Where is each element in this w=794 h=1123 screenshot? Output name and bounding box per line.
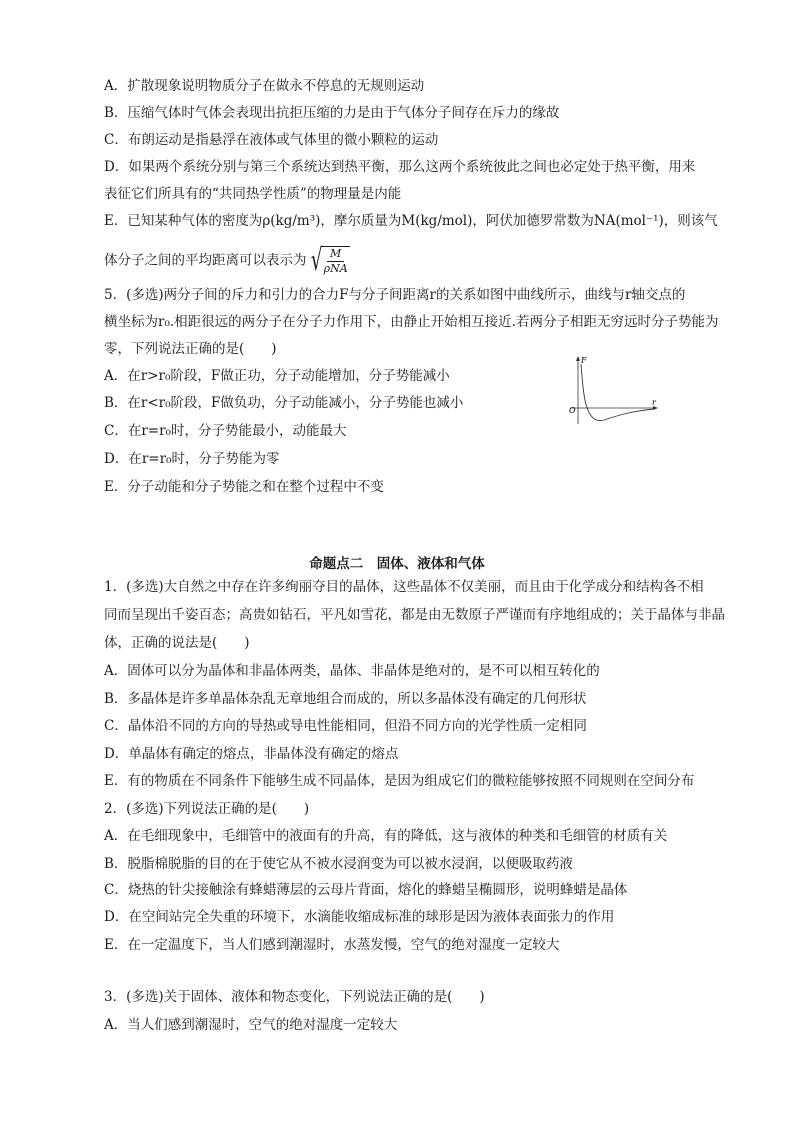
line-d-cont: 表征它们所具有的“共同热学性质”的物理量是内能 [104, 186, 402, 202]
fraction-numerator: M [327, 247, 344, 262]
line-c: C．布朗运动是指悬浮在液体或气体里的微小颗粒的运动 [104, 132, 439, 148]
q5-option-d: D．在r=r₀时，分子势能为零 [104, 451, 280, 467]
q5-stem-1: 5．(多选)两分子间的斥力和引力的合力F与分子间距离r的关系如图中曲线所示，曲线与r轴交点的 [104, 287, 686, 303]
line-e-cont [104, 243, 350, 278]
y-axis-label: F [581, 356, 587, 365]
q5-option-a: A．在r>r₀阶段，F做正功，分子动能增加，分子势能减小 [104, 368, 450, 384]
p1-stem-2: 同而呈现出千姿百态；高贵如钻石，平凡如雪花，都是由无数原子严谨而有序地组成的；关于晶体与非晶 [104, 607, 725, 623]
p1-stem-3: 体，正确的说法是( ) [104, 635, 250, 651]
line-e: E．已知某种气体的密度为ρ(kg/m³)，摩尔质量为M(kg/mol)，阿伏加德罗常数为NA(mol⁻¹)，则该气 [104, 213, 718, 229]
fraction-denominator: ρNA [323, 262, 348, 275]
y-axis-arrow [576, 356, 580, 361]
section-heading: 命题点二 固体、液体和气体 [309, 556, 485, 572]
p2-option-c: C．烧热的针尖接触涂有蜂蜡薄层的云母片背面，熔化的蜂蜡呈椭圆形，说明蜂蜡是晶体 [104, 882, 628, 898]
p2-option-b: B．脱脂棉脱脂的目的在于使它从不被水浸润变为可以被水浸润，以便吸取药液 [104, 856, 573, 872]
p2-stem: 2．(多选)下列说法正确的是( ) [104, 801, 310, 817]
p2-option-a: A．在毛细现象中，毛细管中的液面有的升高，有的降低，这与液体的种类和毛细管的材质有关 [104, 828, 668, 844]
line-e-text: 体分子之间的平均距离可以表示为 [104, 252, 307, 269]
p1-option-b: B．多晶体是许多单晶体杂乱无章地组合而成的，所以多晶体没有确定的几何形状 [104, 691, 587, 707]
p1-option-c: C．晶体沿不同的方向的导热或导电性能相同，但沿不同方向的光学性质一定相同 [104, 718, 587, 734]
p3-stem: 3．(多选)关于固体、液体和物态变化，下列说法正确的是( ) [104, 989, 485, 1005]
line-a: A．扩散现象说明物质分子在做永不停息的无规则运动 [104, 78, 425, 94]
line-d: D．如果两个系统分别与第三个系统达到热平衡，那么这两个系统彼此之间也必定处于热平衡，用来 [104, 159, 696, 175]
force-curve [581, 364, 654, 421]
x-axis-label: r [652, 398, 656, 407]
fraction [322, 246, 350, 276]
p1-option-a: A．固体可以分为晶体和非晶体两类，晶体、非晶体是绝对的，是不可以相互转化的 [104, 663, 600, 679]
p2-option-d: D．在空间站完全失重的环境下，水滴能收缩成标准的球形是因为液体表面张力的作用 [104, 909, 615, 925]
p1-stem-1: 1．(多选)大自然之中存在许多绚丽夺目的晶体，这些晶体不仅美丽，而且由于化学成分和结构各不相 [104, 579, 704, 595]
p1-option-e: E．有的物质在不同条件下能够生成不同晶体，是因为组成它们的微粒能够按照不同规则在空间分布 [104, 773, 695, 789]
force-distance-graph [566, 354, 660, 428]
p3-option-a: A．当人们感到潮湿时，空气的绝对湿度一定较大 [104, 1017, 398, 1033]
radical-sign: √ [310, 243, 322, 278]
q5-stem-3: 零，下列说法正确的是( ) [104, 341, 277, 357]
sqrt-formula [307, 243, 350, 278]
origin-label: O [569, 406, 576, 415]
p2-option-e: E．在一定温度下，当人们感到潮湿时，水蒸发慢，空气的绝对湿度一定较大 [104, 937, 560, 953]
q5-option-c: C．在r=r₀时，分子势能最小，动能最大 [104, 423, 347, 439]
p1-option-d: D．单晶体有确定的熔点，非晶体没有确定的熔点 [104, 746, 399, 762]
q5-stem-2: 横坐标为r₀.相距很远的两分子在分子力作用下，由静止开始相互接近.若两分子相距无穷远时分子势能为 [104, 314, 719, 330]
line-b: B．压缩气体时气体会表现出抗拒压缩的力是由于气体分子间存在斥力的缘故 [104, 105, 560, 121]
q5-option-b: B．在r<r₀阶段，F做负功，分子动能减小，分子势能也减小 [104, 395, 464, 411]
q5-option-e: E．分子动能和分子势能之和在整个过程中不变 [104, 479, 384, 495]
